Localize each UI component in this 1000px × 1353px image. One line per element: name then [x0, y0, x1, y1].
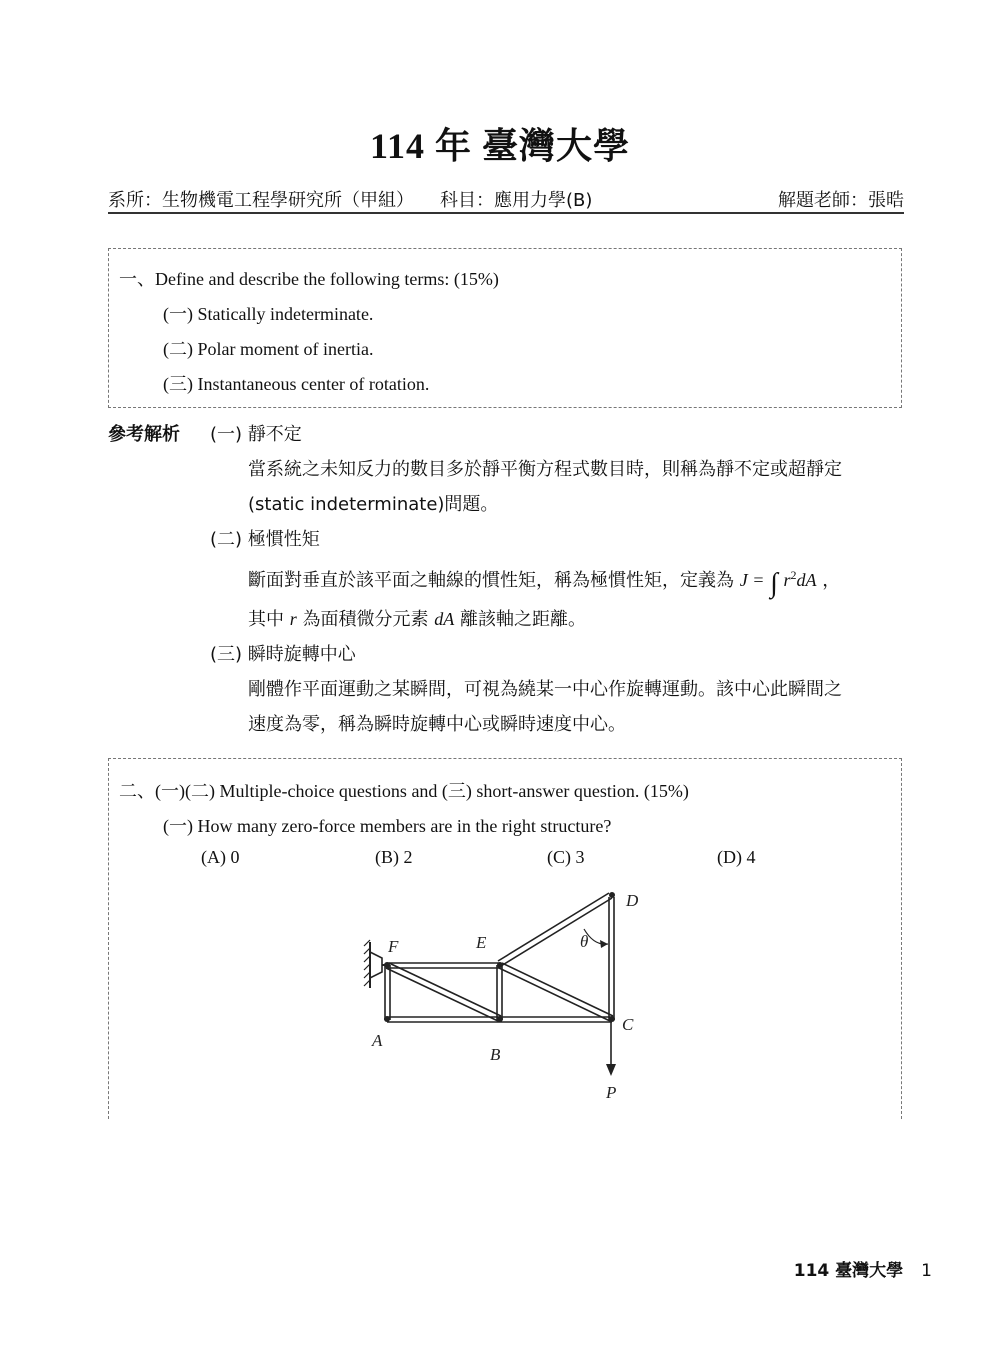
joint-label-f: F [388, 937, 399, 956]
joint-label-d: D [626, 891, 639, 910]
joint-label-a: A [372, 1031, 383, 1050]
formula-lhs: J = [739, 570, 765, 590]
option-c: (C) 3 [547, 847, 585, 867]
answer-1-part-1-line-1: 當系統之未知反力的數目多於靜平衡方程式數目時，則稱為靜不定或超靜定 [248, 459, 842, 480]
page-number: 1 [921, 1261, 932, 1281]
polar-moment-definition-text: 斷面對垂直於該平面之軸線的慣性矩，稱為極慣性矩，定義為 [248, 570, 734, 591]
reference-solution-label: 參考解析 [108, 424, 180, 445]
formula-r: r [783, 570, 791, 590]
formula-exponent: 2 [790, 568, 797, 582]
member-ec [502, 963, 613, 1016]
option-d: (D) 4 [717, 847, 756, 867]
option-b: (B) 2 [375, 847, 413, 867]
joint-label-c: C [622, 1015, 634, 1034]
text-segment: 為面積微分元素 [302, 609, 429, 630]
answer-1-part-1-line-2: (static indeterminate)問題。 [248, 494, 499, 515]
member-ed [498, 893, 609, 961]
text-segment: 離該軸之距離。 [459, 609, 586, 630]
department-label: 系所：生物機電工程學研究所（甲組） [108, 190, 414, 211]
angle-label-theta: θ [580, 932, 589, 951]
variable-r: r [289, 609, 297, 629]
answer-1-part-1-title: (一) 靜不定 [210, 424, 302, 445]
text-segment: 其中 [248, 609, 284, 630]
question-1-intro: 一、Define and describe the following terms: (15%) [119, 269, 499, 289]
subject-label: 科目：應用力學(B) [440, 190, 593, 211]
load-arrowhead [606, 1064, 616, 1076]
question-1-item-3: (三) Instantaneous center of rotation. [163, 374, 430, 394]
footer-school: 114 臺灣大學 [793, 1261, 904, 1281]
question-2-sub-1: (一) How many zero-force members are in the right structure? [163, 816, 612, 836]
theta-arrowhead [600, 940, 608, 948]
member-fb [389, 963, 501, 1016]
formula-end: ， [822, 570, 841, 591]
document-title: 114 年 臺灣大學 [369, 126, 630, 166]
answer-1-part-3-title: (三) 瞬時旋轉中心 [210, 644, 356, 665]
option-a: (A) 0 [201, 847, 240, 867]
question-1-item-2: (二) Polar moment of inertia. [163, 339, 374, 359]
variable-da: dA [434, 609, 455, 629]
truss-members [385, 893, 614, 1022]
teacher-label: 解題老師：張晧 [778, 190, 904, 211]
joint-label-e: E [476, 933, 487, 952]
truss-joints [384, 892, 615, 1022]
load-label-p: P [606, 1083, 617, 1102]
question-2-intro: 二、(一)(二) Multiple-choice questions and (三) short-answer question. (15%) [119, 781, 689, 801]
answer-1-part-3-line-2: 速度為零，稱為瞬時旋轉中心或瞬時速度中心。 [248, 714, 626, 735]
joint-label-b: B [490, 1045, 501, 1064]
question-1-item-1: (一) Statically indeterminate. [163, 304, 374, 324]
integral-sign: ∫ [770, 568, 778, 599]
answer-1-part-3-line-1: 剛體作平面運動之某瞬間，可視為繞某一中心作旋轉運動。該中心此瞬間之 [248, 679, 842, 700]
formula-da: dA [796, 570, 817, 590]
page-footer [794, 1256, 932, 1281]
answer-1-part-2-title: (二) 極慣性矩 [210, 529, 320, 550]
